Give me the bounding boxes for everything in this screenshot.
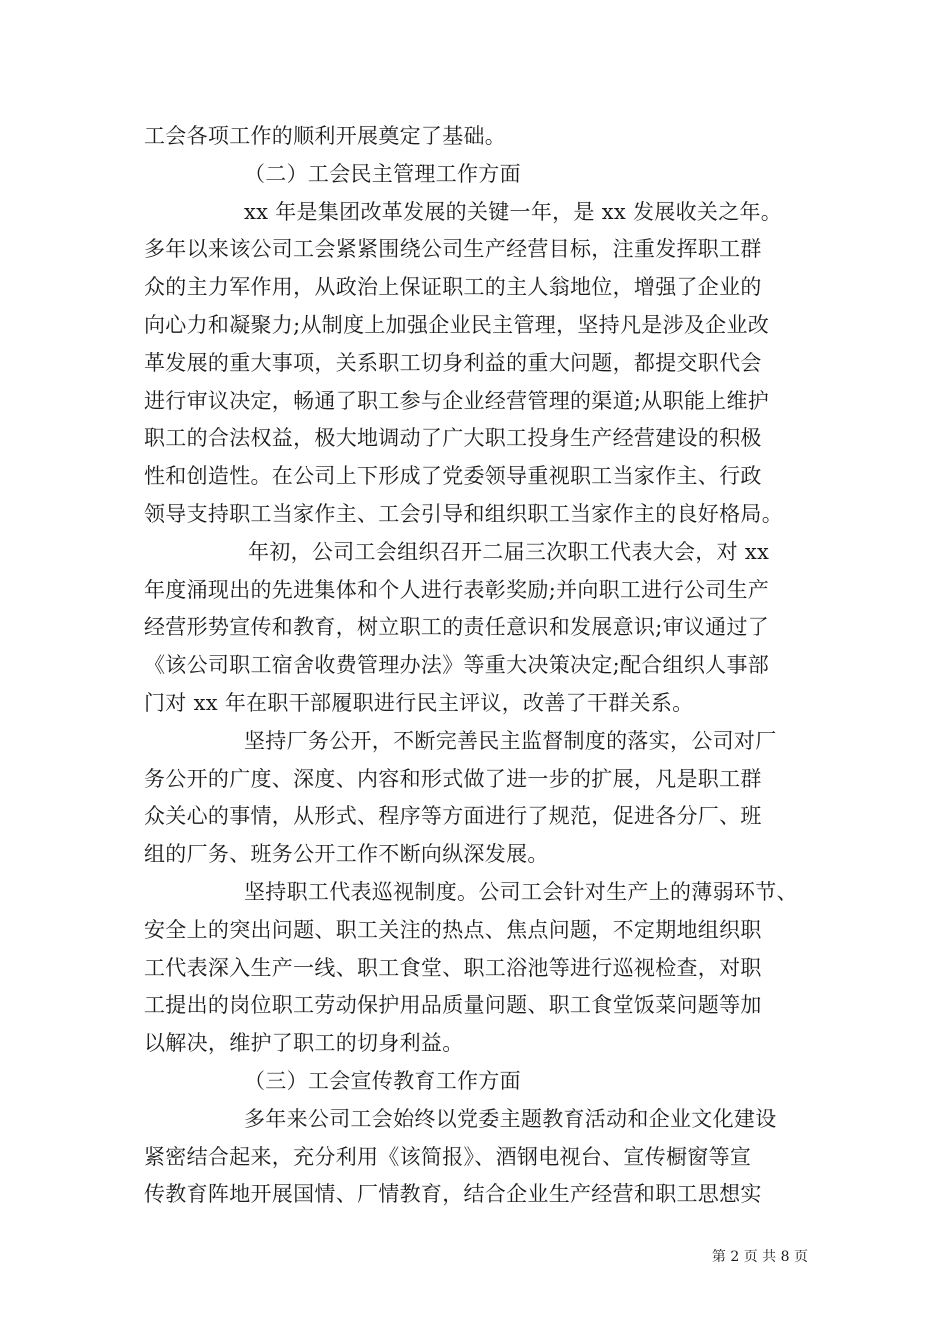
text-line: 以解决，维护了职工的切身利益。 xyxy=(144,1031,464,1056)
text-line: 革发展的重大事项，关系职工切身利益的重大问题，都提交职代会 xyxy=(144,350,762,375)
page-number-footer: 第 2 页 共 8 页 xyxy=(711,1249,808,1265)
text-line: 多年以来该公司工会紧紧围绕公司生产经营目标，注重发挥职工群 xyxy=(144,237,762,262)
text-line: 众关心的事情，从形式、程序等方面进行了规范，促进各分厂、班 xyxy=(144,804,762,829)
text-line: 《该公司职工宿舍收费管理办法》等重大决策决定;配合组织人事部 xyxy=(144,653,770,678)
text-line: 年度涌现出的先进集体和个人进行表彰奖励;并向职工进行公司生产 xyxy=(144,577,770,602)
text-line: 门对 xx 年在职干部履职进行民主评议，改善了干群关系。 xyxy=(144,690,694,715)
text-line: 传教育阵地开展国情、厂情教育，结合企业生产经营和职工思想实 xyxy=(144,1182,762,1207)
text-line: 坚持厂务公开，不断完善民主监督制度的落实，公司对厂 xyxy=(244,728,777,753)
text-line: 职工的合法权益，极大地调动了广大职工投身生产经营建设的积极 xyxy=(144,426,762,451)
text-line: 工代表深入生产一线、职工食堂、职工浴池等进行巡视检查，对职 xyxy=(144,955,762,980)
text-line: 组的厂务、班务公开工作不断向纵深发展。 xyxy=(144,842,549,867)
text-line: 年初，公司工会组织召开二届三次职工代表大会，对 xx xyxy=(248,539,770,564)
section-heading: （三）工会宣传教育工作方面 xyxy=(244,1068,521,1093)
text-line: 紧密结合起来，充分利用《该简报》、酒钢电视台、宣传橱窗等宣 xyxy=(144,1144,752,1169)
text-line: 务公开的广度、深度、内容和形式做了进一步的扩展，凡是职工群 xyxy=(144,766,762,791)
text-line: 性和创造性。在公司上下形成了党委领导重视职工当家作主、行政 xyxy=(144,464,762,489)
text-line: 众的主力军作用，从政治上保证职工的主人翁地位，增强了企业的 xyxy=(144,275,762,300)
text-line: 安全上的突出问题、职工关注的热点、焦点问题，不定期地组织职 xyxy=(144,917,762,942)
document-body xyxy=(144,118,816,1214)
text-line: 进行审议决定，畅通了职工参与企业经营管理的渠道;从职能上维护 xyxy=(144,388,770,413)
text-line: xx 年是集团改革发展的关键一年，是 xx 发展收关之年。 xyxy=(244,199,783,224)
text-line: 工会各项工作的顺利开展奠定了基础。 xyxy=(144,124,507,148)
text-line: 领导支持职工当家作主、工会引导和组织职工当家作主的良好格局。 xyxy=(144,501,783,526)
text-line: 坚持职工代表巡视制度。公司工会针对生产上的薄弱环节、 xyxy=(244,879,798,904)
text-line: 向心力和凝聚力;从制度上加强企业民主管理，坚持凡是涉及企业改 xyxy=(144,312,770,337)
section-heading: （二）工会民主管理工作方面 xyxy=(244,161,521,186)
text-line: 经营形势宣传和教育，树立职工的责任意识和发展意识;审议通过了 xyxy=(144,615,770,640)
text-line: 多年来公司工会始终以党委主题教育活动和企业文化建设 xyxy=(244,1106,777,1131)
text-line: 工提出的岗位职工劳动保护用品质量问题、职工食堂饭菜问题等加 xyxy=(144,993,762,1018)
